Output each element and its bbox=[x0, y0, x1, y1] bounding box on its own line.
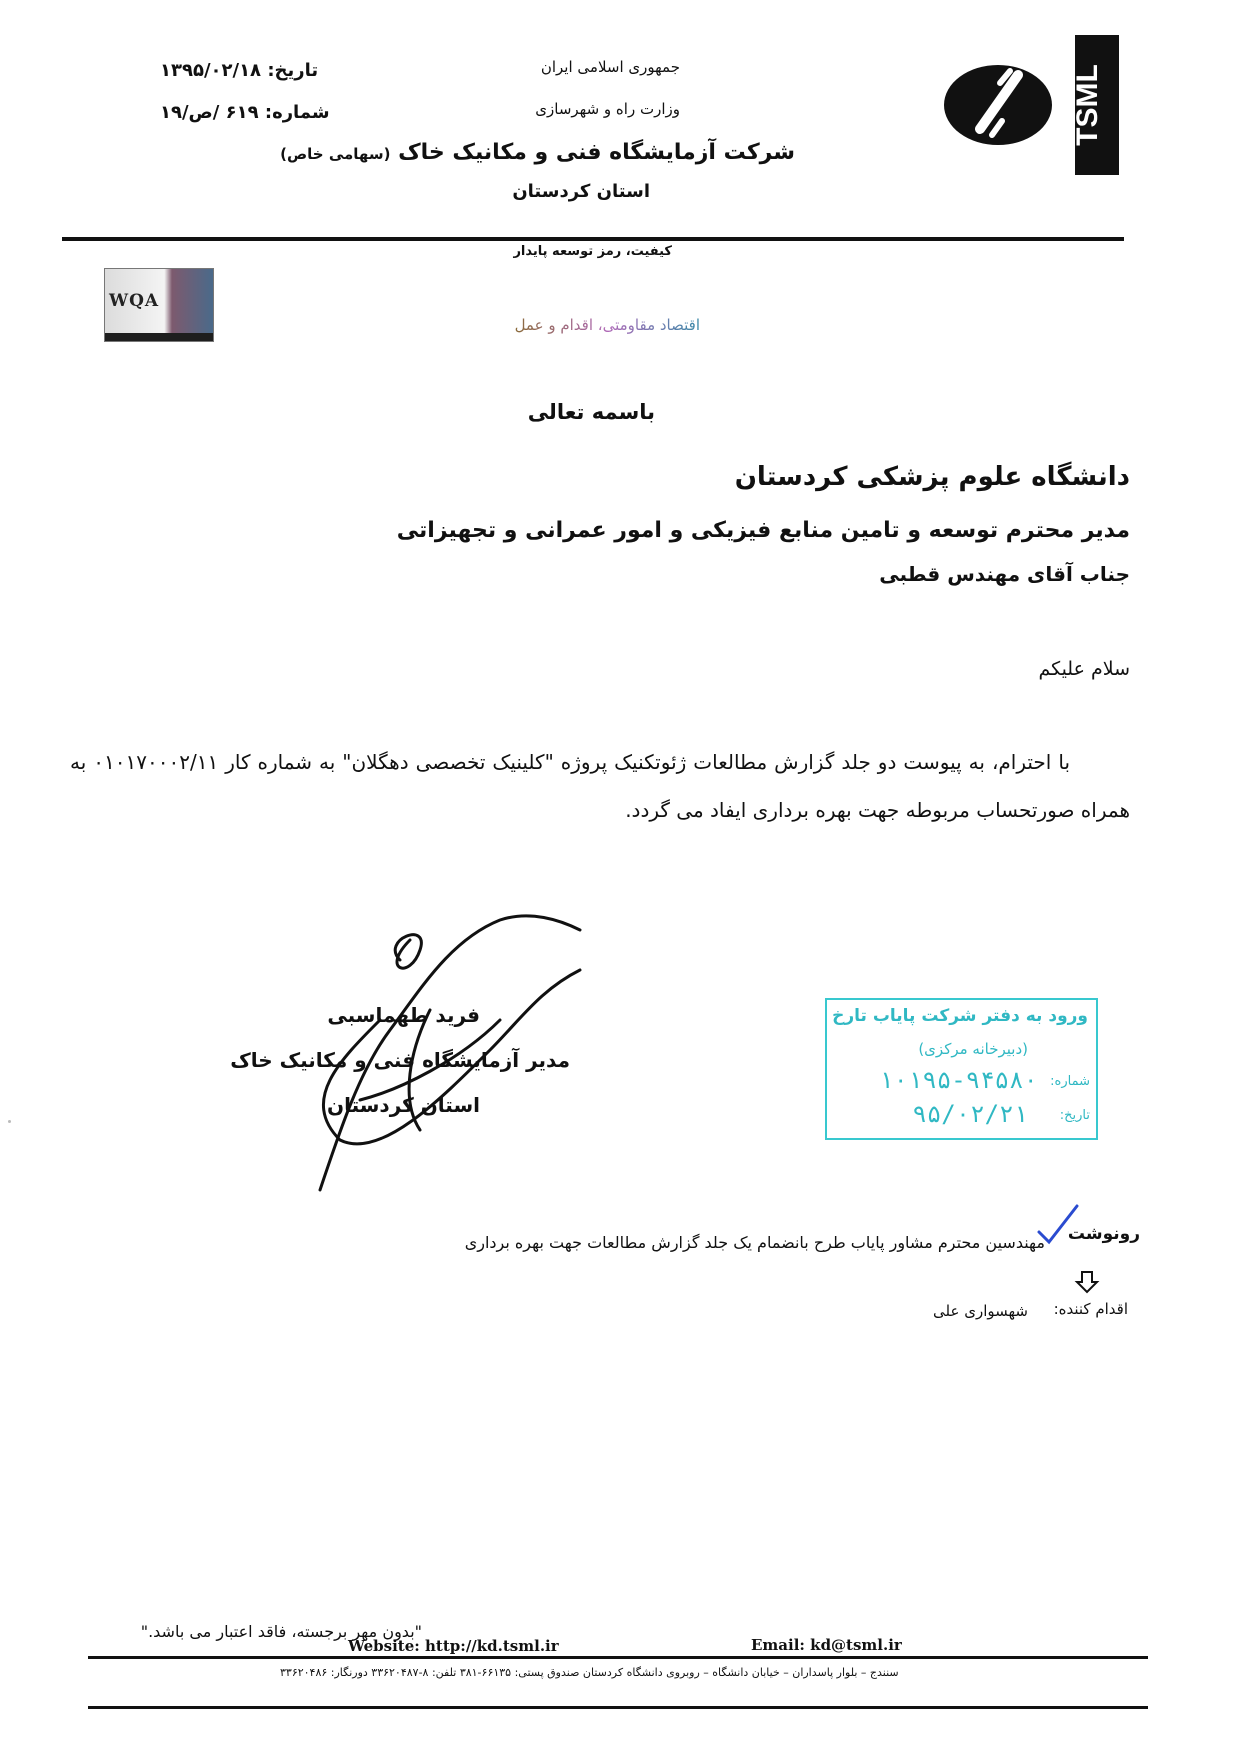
company-type: (سهامی خاص) bbox=[280, 145, 391, 163]
cc-text: مهندسین محترم مشاور پایاب طرح بانضمام یک جلد گزارش مطالعات جهت بهره برداری bbox=[464, 1233, 1045, 1252]
letter-number bbox=[160, 102, 330, 123]
cc-label: رونوشت bbox=[1067, 1224, 1140, 1244]
letter-date bbox=[160, 60, 318, 81]
recipient-person: جناب آقای مهندس قطبی bbox=[879, 562, 1130, 586]
number-value: ۶۱۹ /ص/۱۹ bbox=[160, 102, 259, 123]
header-company bbox=[280, 140, 795, 165]
receipt-stamp bbox=[825, 998, 1098, 1140]
header-province: استان کردستان bbox=[512, 181, 650, 202]
footer-website[interactable]: Website: http://kd.tsml.ir bbox=[348, 1637, 559, 1655]
footer-address: سنندج – بلوار پاسداران – خیابان دانشگاه – روبروی دانشگاه کردستان صندوق پستی: ۶۶۱۳۵-۳۸۱ تلفن: ۸-۳۳۶۲۰۴۸۷ دورنگار: ۳۳۶۲۰۴۸۶ bbox=[280, 1666, 899, 1679]
header-divider bbox=[62, 237, 1124, 241]
wqa-certificate-badge bbox=[104, 268, 214, 342]
tsml-logo bbox=[940, 35, 1120, 175]
signatory-name: فرید طهماسبی bbox=[327, 1003, 480, 1027]
footer-divider-bottom bbox=[88, 1706, 1148, 1709]
number-label: شماره: bbox=[264, 102, 330, 123]
besmeh: باسمه تعالی bbox=[527, 400, 655, 424]
badge-strip bbox=[105, 333, 213, 341]
logo-text: TSML bbox=[1071, 64, 1104, 146]
greeting: سلام علیکم bbox=[1038, 658, 1130, 680]
action-by-name: شهسواری علی bbox=[933, 1302, 1028, 1320]
date-value: ۱۳۹۵/۰۲/۱۸ bbox=[160, 60, 262, 81]
header-republic: جمهوری اسلامی ایران bbox=[540, 58, 680, 76]
stamp-office: (دبیرخانه مرکزی) bbox=[918, 1040, 1028, 1058]
header-ministry: وزارت راه و شهرسازی bbox=[535, 100, 680, 118]
quality-slogan: کیفیت، رمز توسعه پایدار bbox=[513, 244, 672, 259]
stamp-date-label: تاریخ: bbox=[1059, 1108, 1090, 1123]
signatory-province: استان کردستان bbox=[327, 1093, 480, 1117]
footer-divider-top bbox=[88, 1656, 1148, 1659]
date-label: تاریخ: bbox=[267, 60, 319, 81]
scan-speck bbox=[8, 1120, 11, 1123]
signatory-title: مدیر آزمایشگاه فنی و مکانیک خاک bbox=[230, 1048, 570, 1072]
footer-validity-note: "بدون مهر برجسته، فاقد اعتبار می باشد." bbox=[140, 1622, 422, 1641]
stamp-number-value: ۱۰۱۹۵-۹۴۵۸۰ bbox=[879, 1066, 1038, 1094]
badge-text: WQA bbox=[109, 291, 160, 311]
economy-slogan: اقتصاد مقاومتی، اقدام و عمل bbox=[514, 316, 700, 334]
recipient-position: مدیر محترم توسعه و تامین منابع فیزیکی و امور عمرانی و تجهیزاتی bbox=[396, 518, 1130, 543]
action-by-label: اقدام کننده: bbox=[1053, 1300, 1128, 1318]
footer-email[interactable]: Email: kd@tsml.ir bbox=[751, 1636, 902, 1654]
company-name: شرکت آزمایشگاه فنی و مکانیک خاک bbox=[398, 140, 795, 165]
down-arrow-icon bbox=[1074, 1268, 1100, 1294]
letter-body: با احترام، به پیوست دو جلد گزارش مطالعات ژئوتکنیک پروژه "کلینیک تخصصی دهگلان" به شماره کار ۰۱۰۱۷۰۰۰۲/۱۱ به همراه صورتحساب مربوطه جهت بهره برداری ایفاد می گردد. bbox=[70, 750, 1130, 822]
stamp-title: ورود به دفتر شرکت پایاب تارخ bbox=[832, 1006, 1088, 1026]
stamp-date-value: ۹۵/۰۲/۲۱ bbox=[912, 1100, 1028, 1128]
stamp-number-label: شماره: bbox=[1050, 1074, 1090, 1089]
recipient-organization: دانشگاه علوم پزشکی کردستان bbox=[734, 462, 1130, 492]
